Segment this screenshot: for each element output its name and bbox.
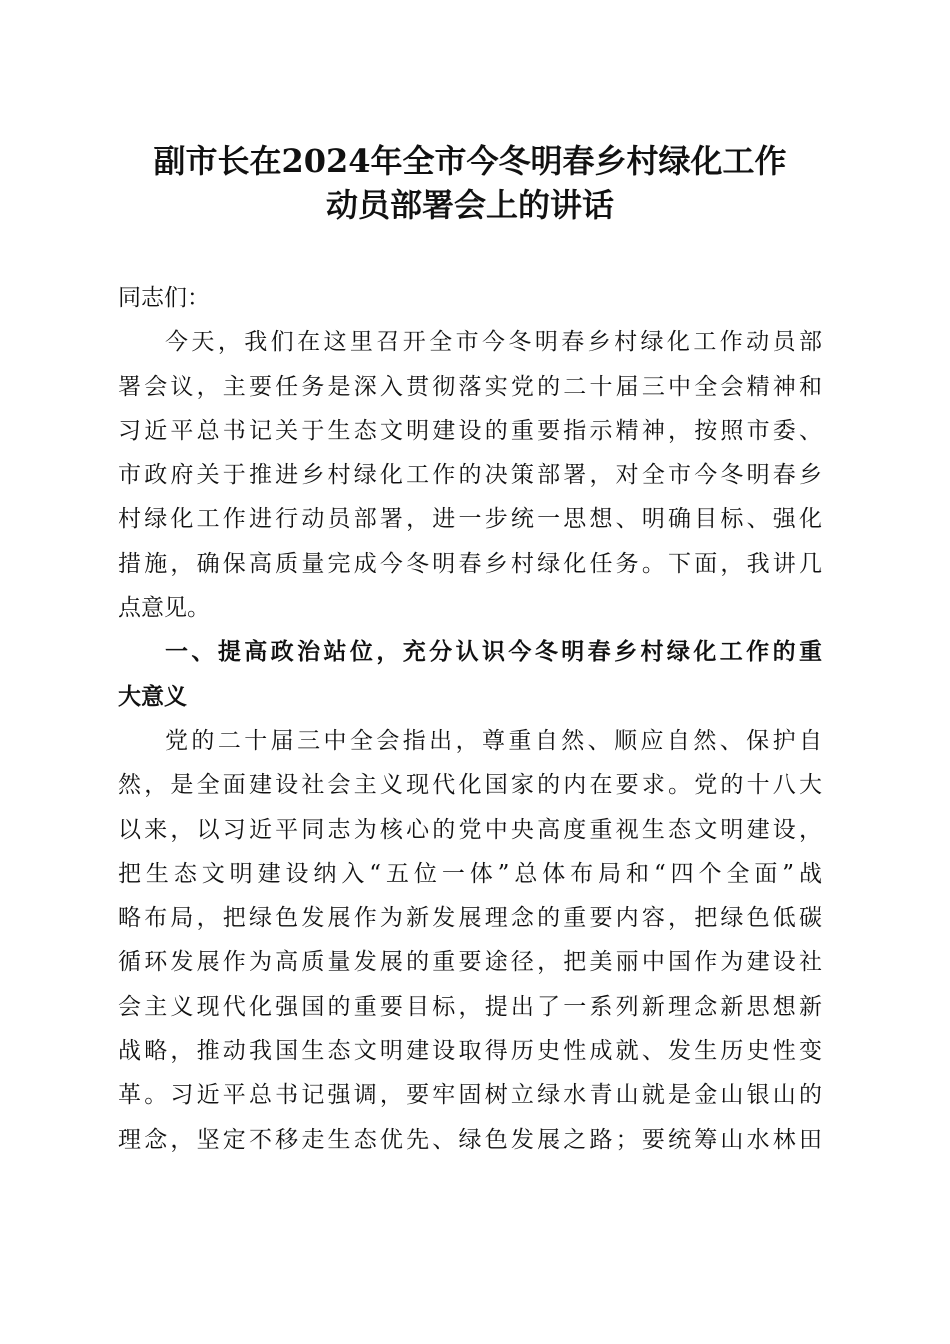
paragraph-line: 循环发展作为高质量发展的重要途径，把美丽中国作为建设社 xyxy=(118,949,822,976)
paragraph-line: 革。习近平总书记强调，要牢固树立绿水青山就是金山银山的 xyxy=(118,1082,822,1109)
paragraph-line: 党的二十届三中全会指出，尊重自然、顺应自然、保护自 xyxy=(165,727,822,754)
paragraph-line: 署会议，主要任务是深入贯彻落实党的二十届三中全会精神和 xyxy=(118,373,822,400)
document-body xyxy=(118,276,822,1162)
paragraph-line: 理念，坚定不移走生态优先、绿色发展之路；要统筹山水林田 xyxy=(118,1126,822,1153)
paragraph-line: 把生态文明建设纳入“五位一体”总体布局和“四个全面”战 xyxy=(118,860,822,887)
document-title-line-2: 动员部署会上的讲话 xyxy=(325,186,614,224)
section-heading-line: 一、提高政治站位，充分认识今冬明春乡村绿化工作的重 xyxy=(165,638,822,666)
paragraph-line: 习近平总书记关于生态文明建设的重要指示精神，按照市委、 xyxy=(118,417,822,444)
section-heading-line: 大意义 xyxy=(118,682,187,710)
paragraph-line: 会主义现代化强国的重要目标，提出了一系列新理念新思想新 xyxy=(118,993,822,1020)
paragraph-line: 措施，确保高质量完成今冬明春乡村绿化任务。下面，我讲几 xyxy=(118,550,822,577)
paragraph-line: 点意见。 xyxy=(118,595,210,622)
salutation: 同志们： xyxy=(118,285,210,311)
paragraph-line: 以来，以习近平同志为核心的党中央高度重视生态文明建设， xyxy=(118,816,822,843)
paragraph-line: 战略，推动我国生态文明建设取得历史性成就、发生历史性变 xyxy=(118,1038,822,1065)
paragraph-line: 村绿化工作进行动员部署，进一步统一思想、明确目标、强化 xyxy=(118,506,822,533)
document-title-line-1: 副市长在2024年全市今冬明春乡村绿化工作 xyxy=(153,142,787,180)
paragraph-line: 略布局，把绿色发展作为新发展理念的重要内容，把绿色低碳 xyxy=(118,905,822,932)
paragraph-line: 市政府关于推进乡村绿化工作的决策部署，对全市今冬明春乡 xyxy=(118,462,822,489)
paragraph-line: 今天，我们在这里召开全市今冬明春乡村绿化工作动员部 xyxy=(165,329,822,356)
paragraph-line: 然，是全面建设社会主义现代化国家的内在要求。党的十八大 xyxy=(118,772,822,799)
